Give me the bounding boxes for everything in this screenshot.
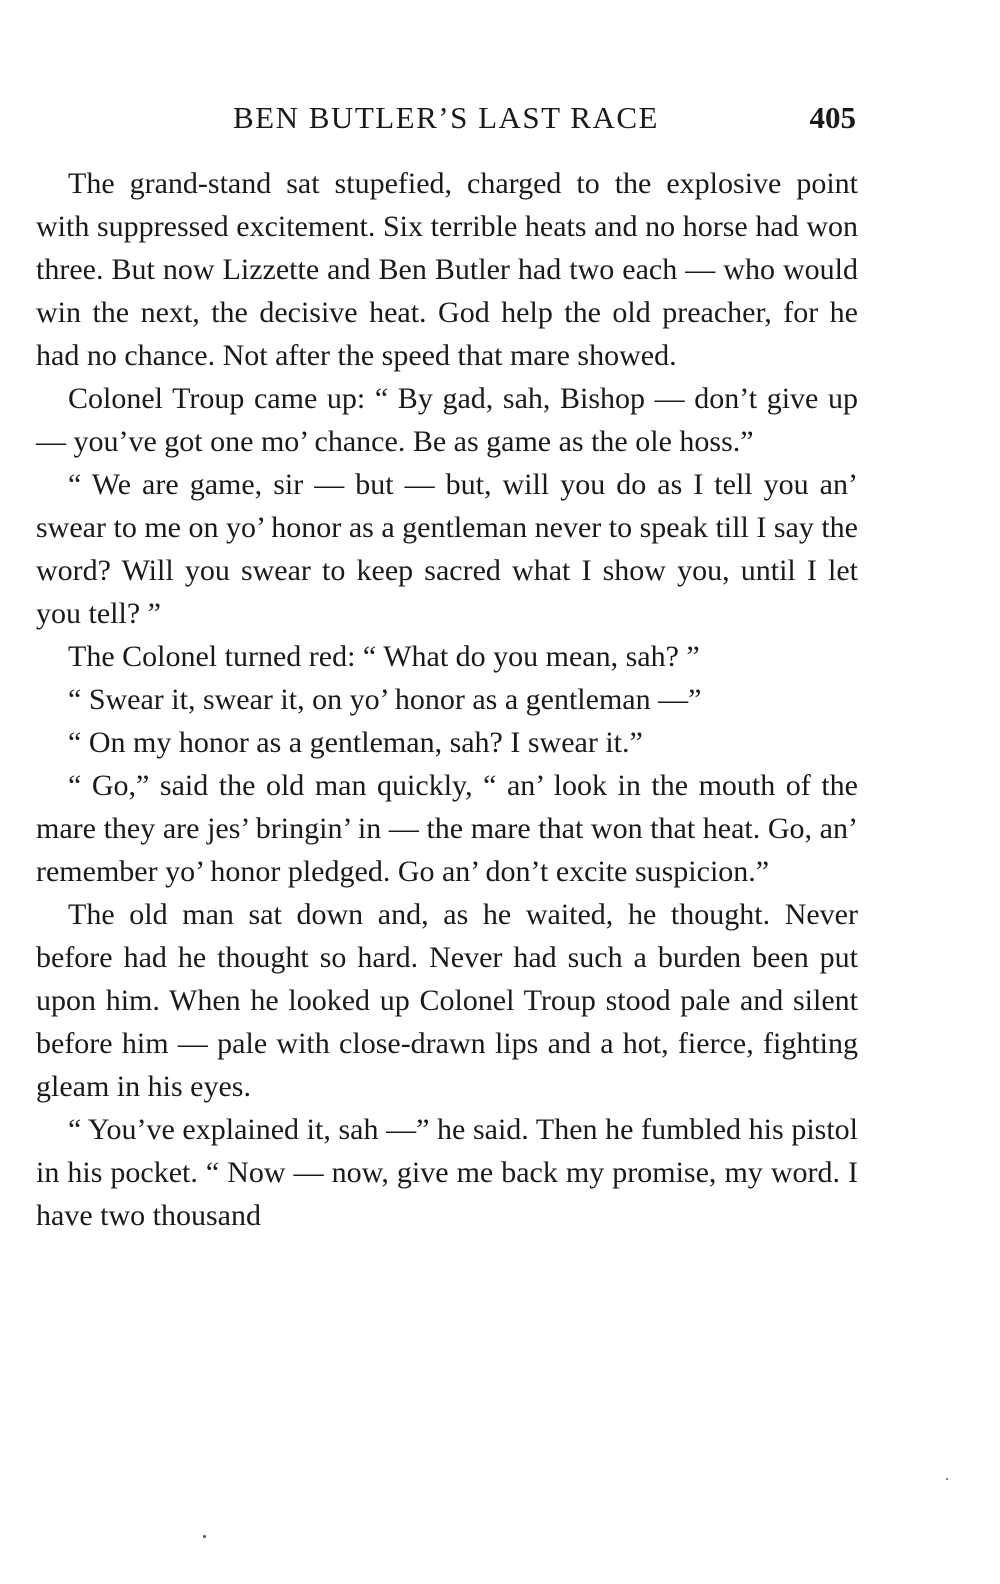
print-speck	[203, 1535, 206, 1538]
paragraph: “ Swear it, swear it, on yo’ honor as a gentleman —”	[68, 683, 702, 716]
paragraph: “ Go,” said the old man quickly, “ an’ look in the mouth of the mare they are jes’ bringin’ in — the mare that won that heat. Go, an’ remember yo’ honor pledged. Go an’ don’t excite suspicion.”	[36, 769, 858, 888]
page-number: 405	[809, 100, 856, 135]
paragraph: “ On my honor as a gentleman, sah? I swear it.”	[68, 726, 643, 759]
body-text	[36, 162, 858, 1237]
paragraph: Colonel Troup came up: “ By gad, sah, Bishop — don’t give up — you’ve got one mo’ chance. Be as game as the ole hoss.”	[36, 382, 858, 458]
paragraph: “ You’ve explained it, sah —” he said. Then he fumbled his pistol in his pocket. “ Now — now, give me back my promise, my word. I have two thousand	[36, 1113, 858, 1232]
paragraph: “ We are game, sir — but — but, will you do as I tell you an’ swear to me on yo’ honor as a gentleman never to speak till I say the word? Will you swear to keep sacred what I show you, until I let you tell? ”	[36, 468, 858, 630]
paragraph: The grand-stand sat stupefied, charged to the explosive point with suppressed excitement. Six terrible heats and no horse had won three. But now Lizzette and Ben Butler had two each — who would win the next, the decisive heat. God help the old preacher, for he had no chance. Not after the speed that mare showed.	[36, 167, 858, 372]
print-speck	[946, 1478, 948, 1480]
running-head	[36, 98, 856, 138]
running-title: BEN BUTLER’S LAST RACE	[233, 100, 659, 135]
paragraph: The Colonel turned red: “ What do you mean, sah? ”	[68, 640, 700, 673]
paragraph: The old man sat down and, as he waited, he thought. Never before had he thought so hard. Never had such a burden been put upon him. When he looked up Colonel Troup stood pale and silent before him — pale with close-drawn lips and a hot, fierce, fighting gleam in his eyes.	[36, 898, 858, 1103]
